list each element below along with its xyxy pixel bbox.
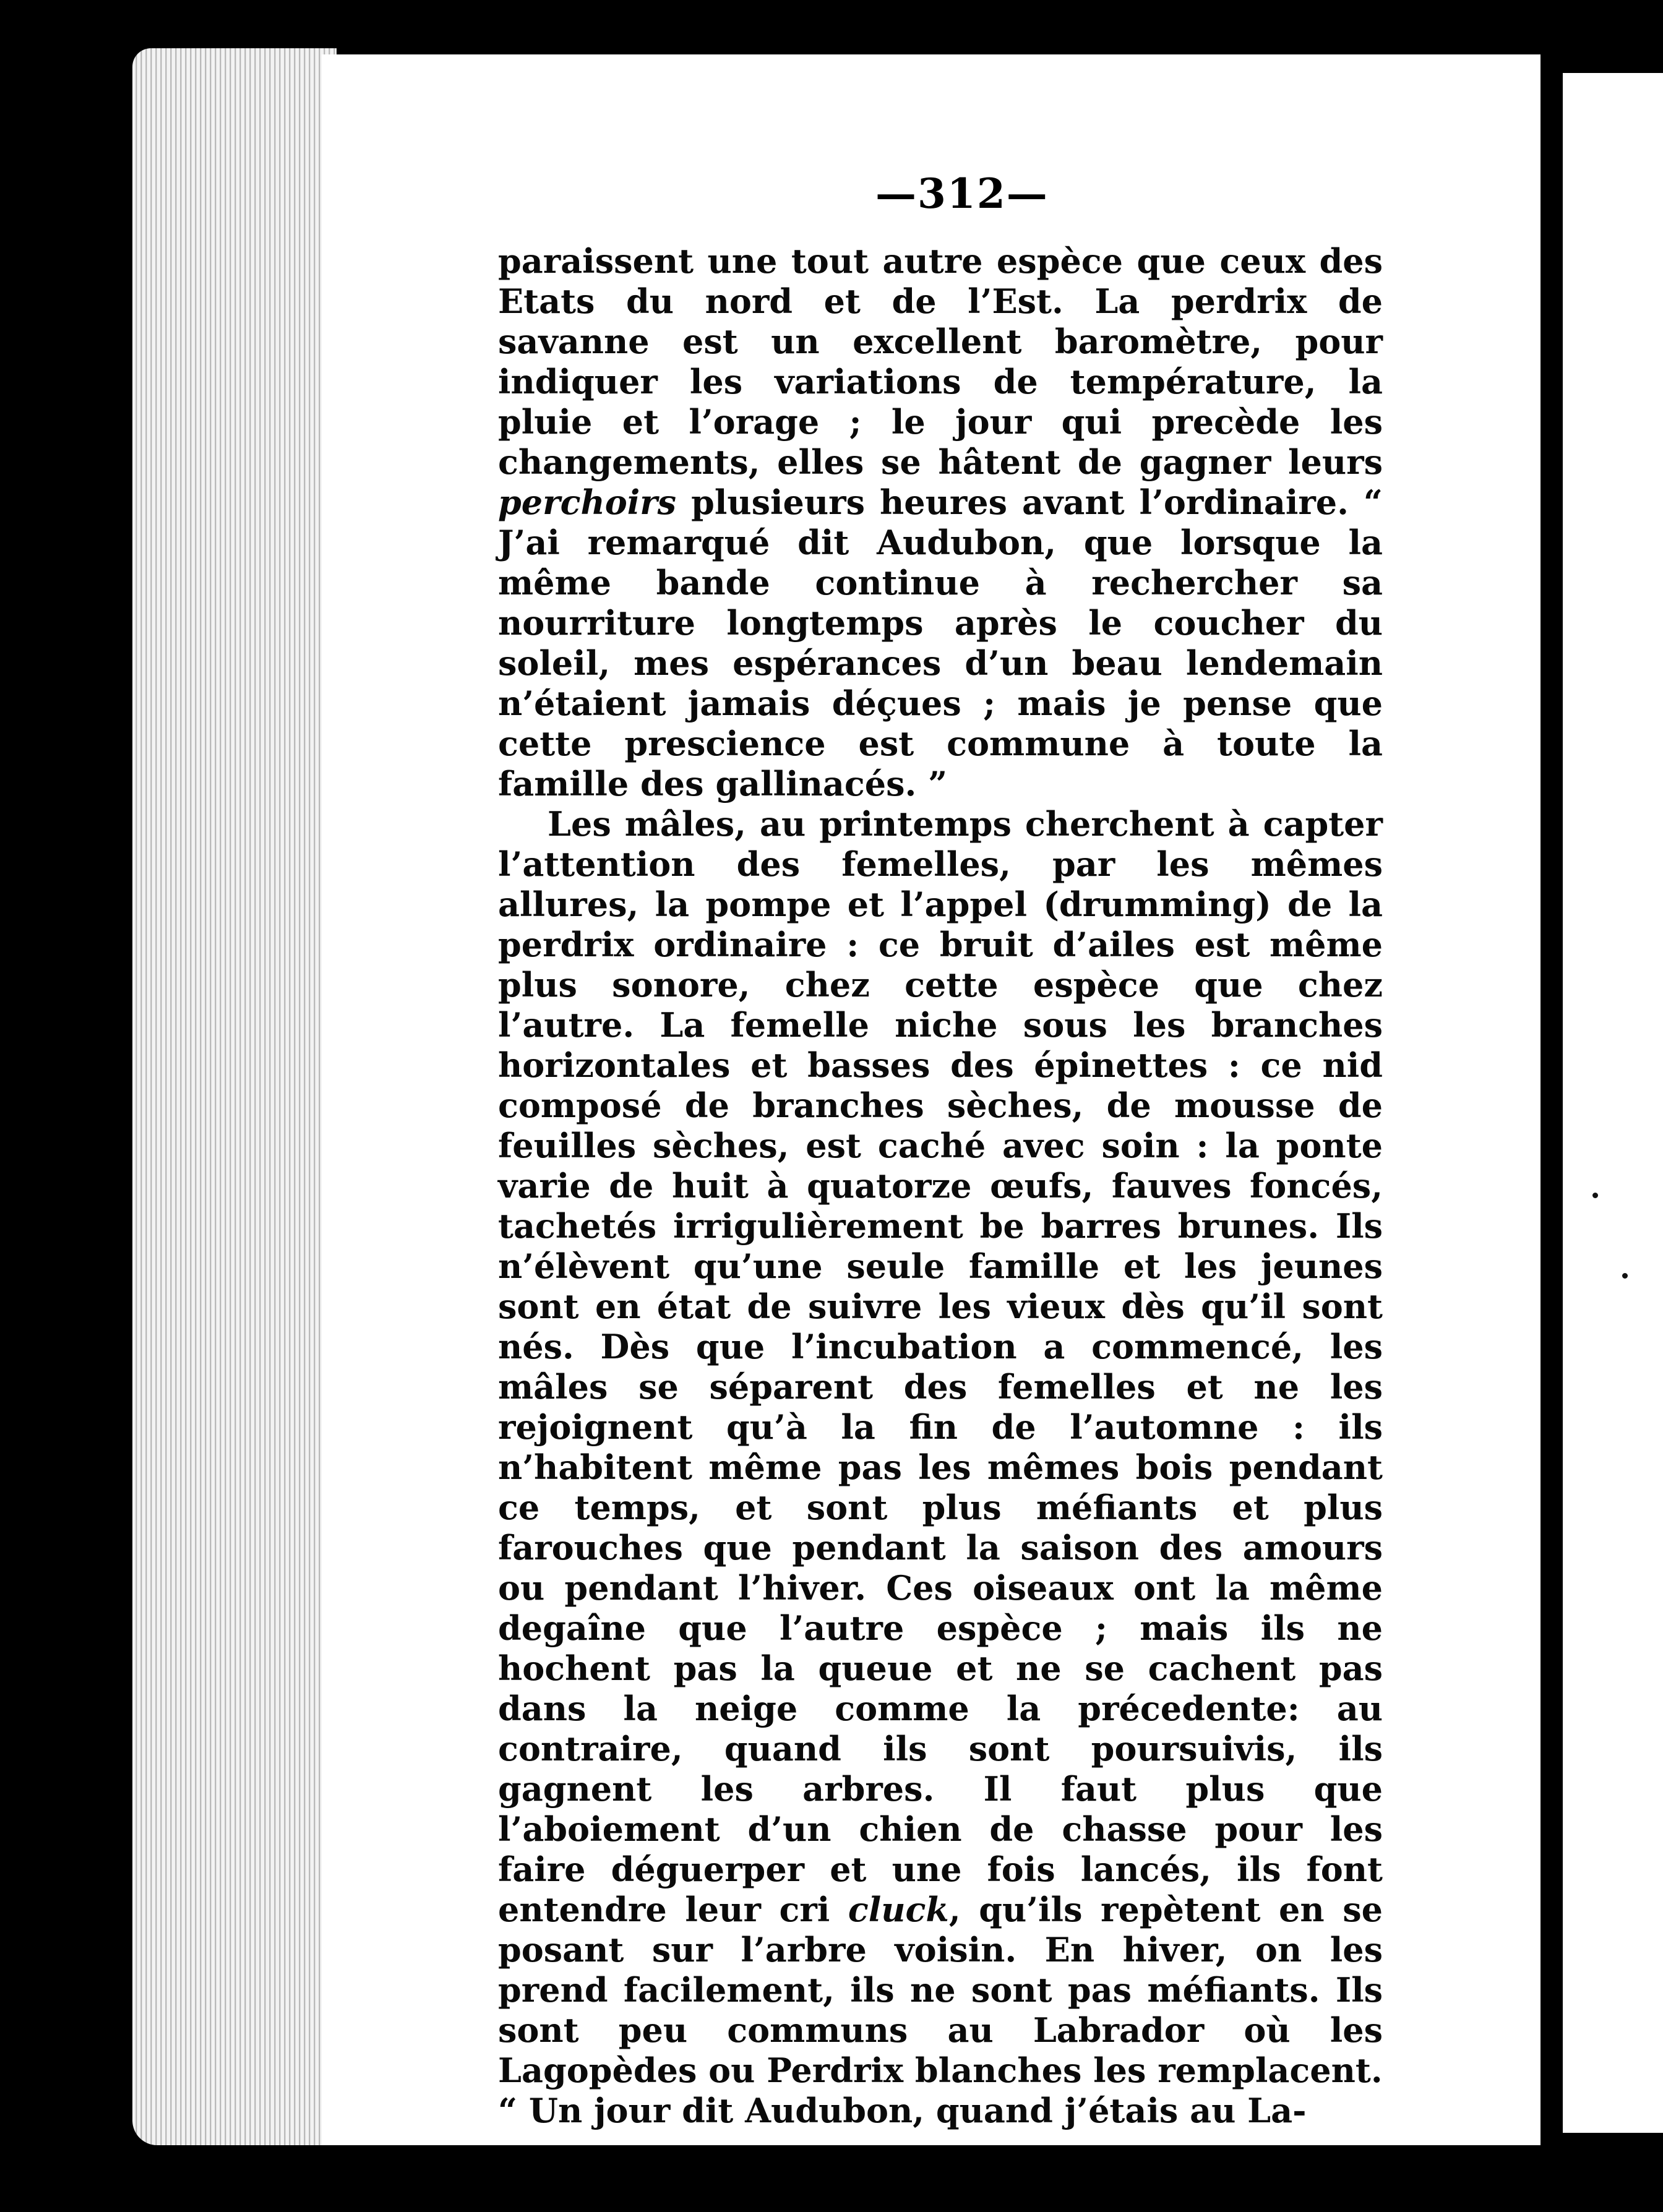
book-page-edges bbox=[132, 48, 337, 2145]
italic-word: perchoirs bbox=[498, 482, 677, 522]
paragraph-2: Les mâles, au printemps cherchent à capter l’attention des femelles, par les mêmes allures, la pompe et l’appel (drumming) de la perdrix ordinaire : ce bruit d’ailes est même plus sonore, chez cette espèce que chez l’autre. La femelle niche sous les branches horizontales et basses des épinettes : ce nid composé de branches sèches, de mousse de feuilles sèches, est caché avec soin : la ponte varie de huit à quatorze œufs, fauves foncés, tachetés irrigulièrement be barres brunes. Ils n’élèvent qu’une seule famille et les jeunes sont en état de suivre les vieux dès qu’il sont nés. Dès que l’incubation a commencé, les mâles se séparent des femelles et ne les rejoignent qu’à la fin de l’automne : ils n’habitent même pas les mêmes bois pendant ce temps, et sont plus méfiants et plus farouches que pendant la saison des amours ou pendant l’hiver. Ces oiseaux ont la même degaîne que l’autre espèce ; mais ils ne hochent pas la queue et ne se cachent pas dans la neige comme la précedente: au contraire, quand ils sont poursuivis, ils gagnent les arbres. Il faut plus que l’aboiement d’un chien de chasse pour les faire déguerper et une fois lancés, ils font entendre leur cri cluck, qu’ils repètent en se posant sur l’arbre voisin. En hiver, on les prend facilement, ils ne sont pas méfiants. Ils sont peu communs au Labrador où les Lagopèdes ou Perdrix blanches les remplacent. bbox=[498, 804, 1383, 2090]
ink-speck bbox=[1592, 1193, 1598, 1198]
ink-speck bbox=[1622, 1273, 1628, 1279]
facing-page-edge bbox=[1563, 73, 1663, 2133]
italic-word: cluck bbox=[848, 1890, 949, 1929]
page-number: —312— bbox=[875, 169, 1049, 218]
paragraph-1: paraissent une tout autre espèce que ceux des Etats du nord et de l’Est. La perdrix de savanne est un excellent baromètre, pour indiquer les variations de température, la pluie et l’orage ; le jour qui precède les changements, elles se hâtent de gagner leurs perchoirs plusieurs heures avant l’ordinaire. “ J’ai remarqué dit Audubon, que lorsque la même bande continue à rechercher sa nourriture longtemps après le coucher du soleil, mes espérances d’un beau lendemain n’étaient jamais déçues ; mais je pense que cette prescience est commune à toute la famille des gallinacés. ” bbox=[498, 241, 1383, 804]
paragraph-3: “ Un jour dit Audubon, quand j’étais au La- bbox=[498, 2091, 1307, 2130]
page-body bbox=[498, 241, 1383, 2131]
